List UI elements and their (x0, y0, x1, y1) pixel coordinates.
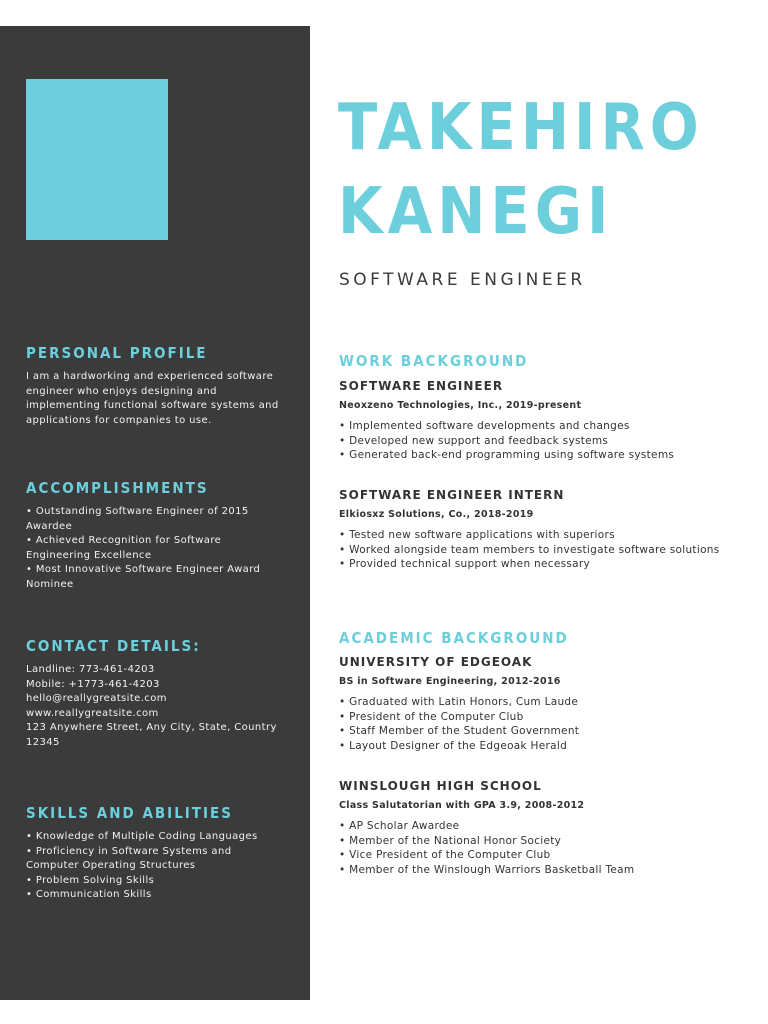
contact-details-heading: CONTACT DETAILS: (26, 637, 201, 655)
list-item: • Member of the National Honor Society (339, 834, 562, 847)
entry-list (339, 695, 749, 753)
list-item: • Worked alongside team members to investigate software solutions (339, 543, 720, 556)
profile-photo-placeholder (26, 79, 168, 240)
profile-line: applications for companies to use. (26, 414, 212, 426)
contact-mobile: Mobile: +1773-461-4203 (26, 678, 160, 690)
list-item: • Member of the Winslough Warriors Basketball Team (339, 863, 635, 876)
entry-list (339, 419, 749, 463)
skill-line: Computer Operating Structures (26, 860, 196, 871)
list-item: • Generated back-end programming using software systems (339, 449, 675, 461)
entry-title: WINSLOUGH HIGH SCHOOL (339, 779, 542, 793)
skill-line: • Problem Solving Skills (26, 874, 155, 886)
academic-background-heading: ACADEMIC BACKGROUND (339, 629, 569, 647)
accomplishments-heading: ACCOMPLISHMENTS (26, 479, 209, 497)
entry-title: SOFTWARE ENGINEER (339, 379, 504, 393)
accomplishments-list (26, 505, 296, 592)
contact-address: 123 Anywhere Street, Any City, State, Country (26, 722, 277, 733)
accomplishment-line: • Achieved Recognition for Software (26, 535, 222, 546)
profile-line: engineer who enjoys designing and (26, 385, 217, 397)
candidate-name (338, 86, 704, 254)
work-background-heading: WORK BACKGROUND (339, 352, 529, 370)
accomplishment-line: Awardee (26, 520, 73, 532)
contact-email[interactable]: hello@reallygreatsite.com (26, 693, 167, 704)
entry-subtitle: BS in Software Engineering, 2012-2016 (339, 676, 561, 687)
entry-subtitle: Class Salutatorian with GPA 3.9, 2008-2012 (339, 800, 585, 811)
list-item: • Tested new software applications with superiors (339, 529, 615, 541)
academic-entry (339, 779, 749, 877)
contact-address: 12345 (26, 736, 60, 748)
entry-subtitle: Elkiosxz Solutions, Co., 2018-2019 (339, 509, 534, 520)
first-name: TAKEHIRO (338, 91, 704, 165)
list-item: • Vice President of the Computer Club (339, 849, 551, 861)
accomplishment-line: Engineering Excellence (26, 549, 152, 561)
last-name: KANEGI (338, 175, 614, 249)
contact-details-section (26, 637, 296, 750)
contact-landline: Landline: 773-461-4203 (26, 664, 155, 675)
list-item: • Graduated with Latin Honors, Cum Laude (339, 696, 579, 708)
work-entry (339, 379, 749, 463)
list-item: • Developed new support and feedback systems (339, 434, 609, 447)
skills-list (26, 830, 296, 903)
job-title: SOFTWARE ENGINEER (339, 270, 586, 290)
list-item: • AP Scholar Awardee (339, 820, 460, 832)
academic-entry (339, 655, 749, 753)
contact-details-list (26, 663, 296, 750)
list-item: • Layout Designer of the Edgeoak Herald (339, 739, 568, 752)
list-item: • President of the Computer Club (339, 710, 524, 723)
contact-website[interactable]: www.reallygreatsite.com (26, 707, 159, 719)
skill-line: • Proficiency in Software Systems and (26, 845, 232, 857)
list-item: • Provided technical support when necessary (339, 558, 590, 570)
accomplishments-section (26, 479, 296, 592)
accomplishment-line: Nominee (26, 578, 74, 590)
list-item: • Implemented software developments and changes (339, 420, 630, 432)
entry-list (339, 819, 749, 877)
accomplishment-line: • Outstanding Software Engineer of 2015 (26, 506, 249, 517)
entry-title: SOFTWARE ENGINEER INTERN (339, 488, 565, 502)
entry-title: UNIVERSITY OF EDGEOAK (339, 655, 533, 669)
work-entry (339, 488, 749, 572)
personal-profile-heading: PERSONAL PROFILE (26, 344, 208, 362)
profile-line: implementing functional software systems and (26, 400, 279, 411)
skills-heading: SKILLS AND ABILITIES (26, 804, 233, 822)
entry-list (339, 528, 749, 572)
entry-subtitle: Neoxzeno Technologies, Inc., 2019-present (339, 400, 582, 411)
profile-line: I am a hardworking and experienced software (26, 371, 274, 382)
skill-line: • Knowledge of Multiple Coding Languages (26, 831, 258, 842)
personal-profile-text (26, 370, 296, 428)
skill-line: • Communication Skills (26, 889, 152, 900)
skills-section (26, 804, 296, 903)
personal-profile-section (26, 344, 296, 428)
accomplishment-line: • Most Innovative Software Engineer Award (26, 564, 261, 575)
list-item: • Staff Member of the Student Government (339, 725, 580, 737)
